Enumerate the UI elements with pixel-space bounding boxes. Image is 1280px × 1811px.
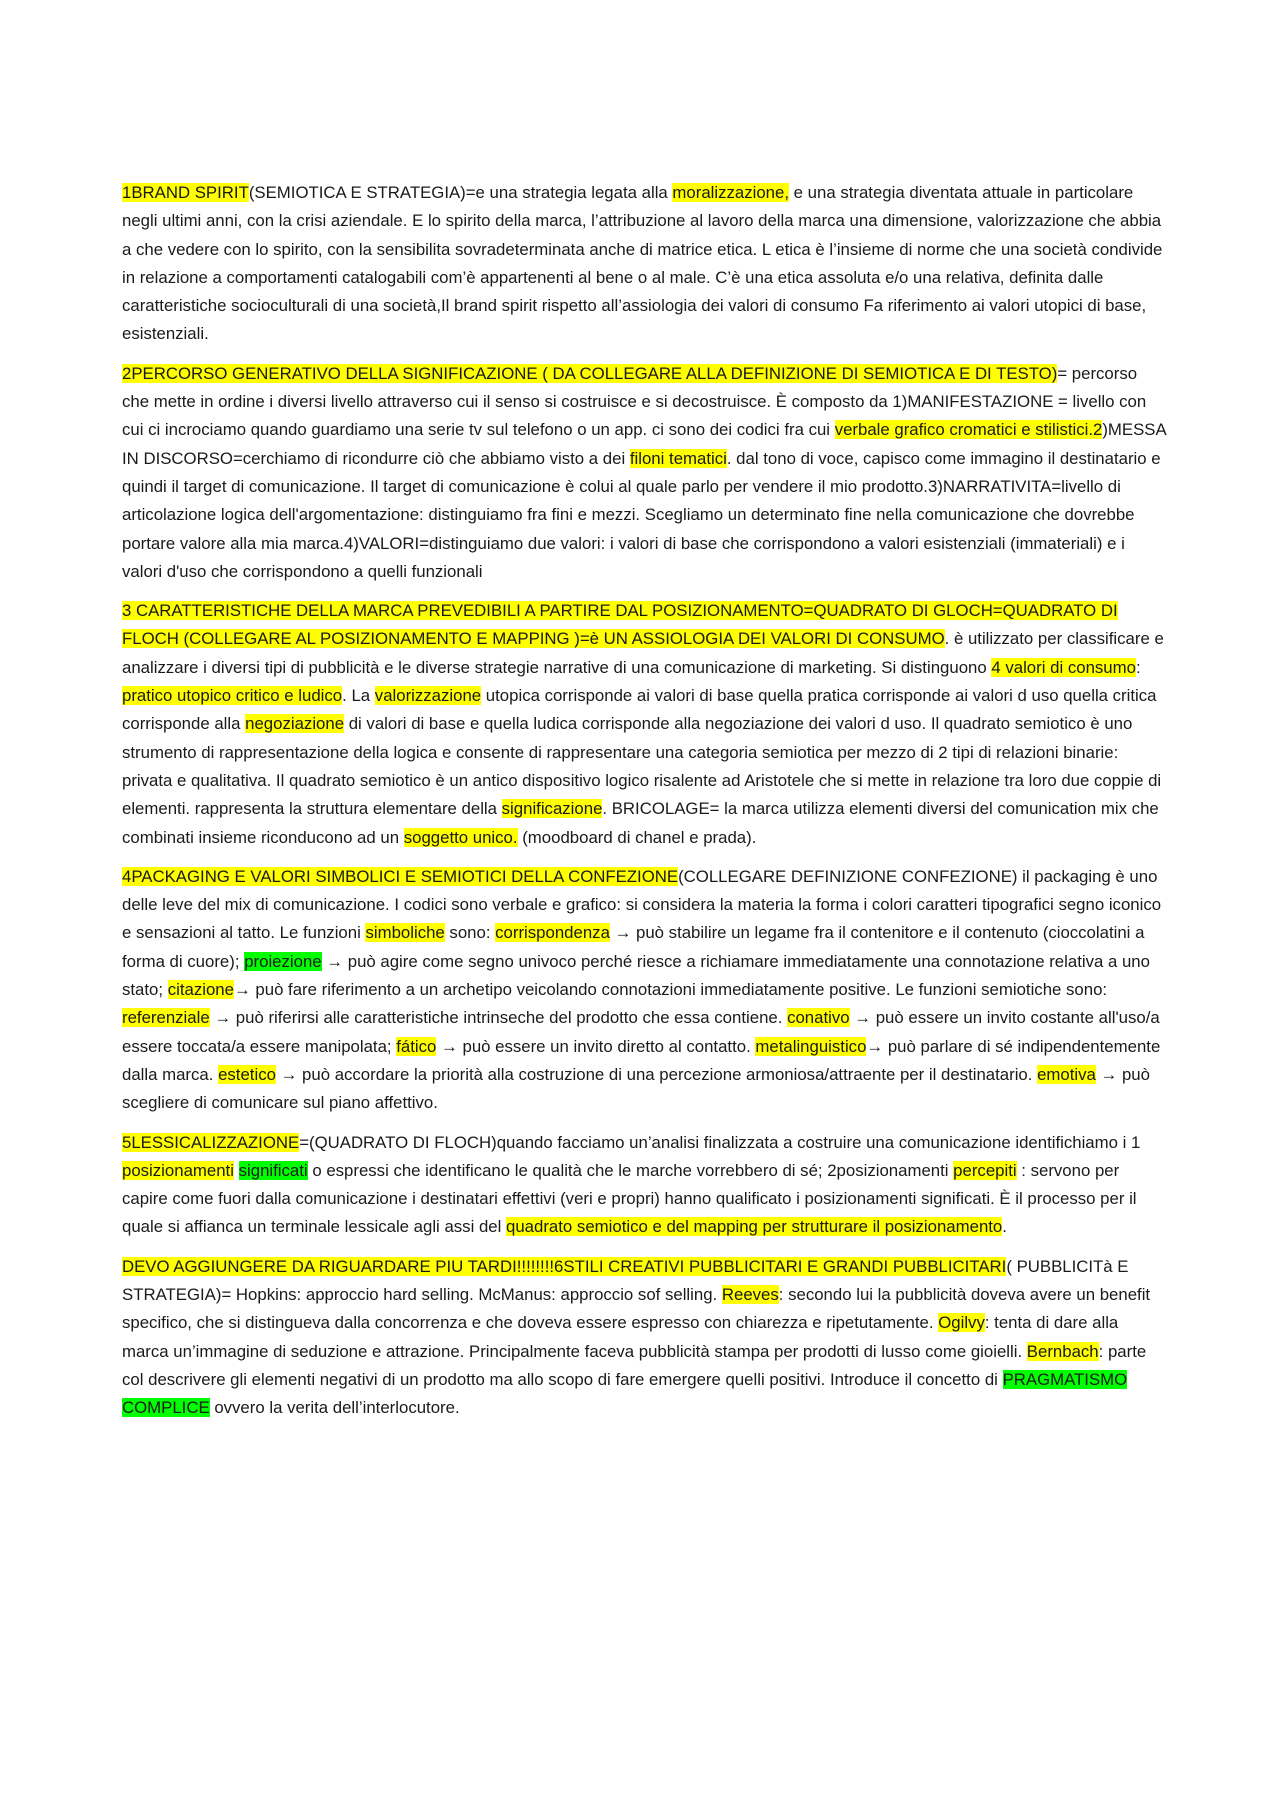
highlighted-text: moralizzazione,	[672, 183, 790, 202]
text-segment: → può scegliere di comunicare sul piano affettivo.	[122, 1064, 1150, 1113]
highlighted-text: emotiva	[1037, 1064, 1096, 1084]
highlighted-text: pratico utopico critico e ludico	[122, 686, 343, 706]
paragraph-quadrato-floch	[122, 597, 1168, 852]
text-segment: : secondo lui la pubblicità doveva avere un benefit specifico, che si distingueva dalla concorrenza e che doveva essere espresso con chiarezza e ripetutamente.	[122, 1284, 1151, 1333]
highlighted-text: verbale grafico cromatici e stilistici.2	[834, 420, 1103, 440]
highlighted-text: PRAGMATISMO COMPLICE	[122, 1369, 1128, 1418]
text-segment: ovvero la verita dell’interlocutore.	[209, 1398, 460, 1418]
paragraph-packaging	[122, 863, 1168, 1118]
highlighted-text: Bernbach	[1026, 1341, 1099, 1361]
text-segment: → può stabilire un legame fra il contenitore e il contenuto (cioccolatini a forma di cuore);	[122, 923, 1145, 971]
highlighted-text: significati	[238, 1160, 308, 1180]
text-segment: . dal tono di voce, capisco come immagino il destinatario e quindi il target di comunicazione. Il target di comunicazione è colui al quale parlo per vendere il mio prodotto.3)NARRATIVITA=livello di articolazione logica dell'argomentazione: distinguiamo fra fini e mezzi. Scegliamo un determinato fine nella comunicazione che dovrebbe portare valore alla mia marca.4)VALORI=distinguiamo due valori: i valori di base che corrispondono a valori esistenziali (immateriali) e i valori d'uso che corrispondono a quelli funzionali	[122, 448, 1161, 581]
text-segment: → può agire come segno univoco perché riesce a richiamare immediatamente una connotazione relativa a uno stato;	[122, 951, 1150, 1000]
highlighted-text: 2PERCORSO GENERATIVO DELLA SIGNIFICAZIONE ( DA COLLEGARE ALLA DEFINIZIONE DI SEMIOTICA E DI TESTO)	[122, 363, 1058, 383]
text-segment: sono:	[444, 923, 496, 943]
text-segment: : tenta di dare alla marca un’immagine di seduzione e attrazione. Principalmente faceva pubblicità stampa per prodotti di lusso come gioielli.	[122, 1313, 1119, 1361]
highlighted-text: DEVO AGGIUNGERE DA RIGUARDARE PIU TARDI!!!!!!!!6STILI CREATIVI PUBBLICITARI E GRANDI PUBBLICITARI	[122, 1256, 1007, 1276]
text-segment: )MESSA IN DISCORSO=cerchiamo di ricondurre ciò che abbiamo visto a dei	[122, 420, 1166, 468]
highlighted-text: 1BRAND SPIRIT	[122, 183, 249, 202]
text-segment: → può parlare di sé indipendentemente dalla marca.	[122, 1036, 1161, 1084]
highlighted-text: corrispondenza	[495, 923, 610, 943]
text-segment: (COLLEGARE DEFINIZIONE CONFEZIONE) il packaging è uno delle leve del mix di comunicazione. I codici sono verbale e grafico: si considera la materia la forma i colori caratteri tipografici segno iconico e sensazioni al tatto. Le funzioni	[122, 866, 1162, 943]
highlighted-text: filoni tematici	[629, 448, 727, 468]
text-segment: → può fare riferimento a un archetipo veicolando connotazioni immediatamente positive. Le funzioni semiotiche sono:	[233, 980, 1108, 1000]
text-segment: =(QUADRATO DI FLOCH)quando facciamo un’analisi finalizzata a costruire una comunicazione identifichiamo i 1	[299, 1132, 1141, 1152]
highlighted-text: posizionamenti	[122, 1160, 234, 1180]
highlighted-text: 3 CARATTERISTICHE DELLA MARCA PREVEDIBILI A PARTIRE DAL POSIZIONAMENTO=QUADRATO DI GLOCH=QUADRATO DI FLOCH (COLLEGARE AL POSIZIONAMENTO E MAPPING )=è UN ASSIOLOGIA DEI VALORI DI CONSUMO	[122, 601, 1118, 649]
paragraph-percorso-generativo	[122, 360, 1168, 586]
text-segment: di valori di base e quella ludica corrisponde alla negoziazione dei valori d uso. Il quadrato semiotico è uno strumento di rappresentazione della logica e consente di rappresentare una categoria semiotica per mezzo di 2 tipi di relazioni binarie: privata e qualitativa. Il quadrato semiotico è un antico dispositivo logico risalente ad Aristotele che si mette in relazione tra loro due coppie di elementi. rappresenta la struttura elementare della	[122, 714, 1162, 819]
text-segment: ( PUBBLICITà E STRATEGIA)= Hopkins: approccio hard selling. McManus: approccio sof selling.	[122, 1256, 1129, 1304]
highlighted-text: estetico	[218, 1064, 276, 1084]
text-segment: : parte col descrivere gli elementi negativi di un prodotto ma allo scopo di fare emergere quelli positivi. Introduce il concetto di	[122, 1341, 1147, 1389]
highlighted-text: soggetto unico.	[403, 827, 518, 847]
highlighted-text: simboliche	[365, 923, 445, 943]
text-segment: . BRICOLAGE= la marca utilizza elementi diversi del comunication mix che combinati insieme riconducono ad un	[122, 799, 1159, 847]
text-segment: . è utilizzato per classificare e analizzare i diversi tipi di pubblicità e le diverse strategie narrative di una comunicazione di marketing. Si distinguono	[122, 629, 1164, 677]
highlighted-text: metalinguistico	[755, 1036, 867, 1056]
text-segment: → può essere un invito diretto al contatto.	[436, 1036, 756, 1056]
text-segment: .	[1002, 1217, 1007, 1237]
text-segment: . La	[342, 686, 375, 706]
paragraph-brand-spirit	[122, 179, 1168, 349]
highlighted-text: 5LESSICALIZZAZIONE	[122, 1132, 300, 1152]
paragraph-lessicalizzazione	[122, 1129, 1168, 1242]
highlighted-text: referenziale	[122, 1008, 210, 1028]
highlighted-text: valorizzazione	[374, 686, 482, 706]
text-segment: o espressi che identificano le qualità che le marche vorrebbero di sé; 2posizionamenti	[307, 1160, 954, 1180]
text-segment	[234, 1161, 239, 1180]
highlighted-text: percepiti	[953, 1160, 1017, 1180]
text-segment: → può accordare la priorità alla costruzione di una percezione armoniosa/attraente per il destinatario.	[275, 1064, 1038, 1084]
highlighted-text: proiezione	[244, 951, 322, 971]
highlighted-text: 4 valori di consumo	[991, 657, 1136, 677]
highlighted-text: fático	[396, 1036, 437, 1056]
highlighted-text: negoziazione	[245, 714, 345, 734]
highlighted-text: Reeves	[721, 1284, 779, 1304]
text-segment: :	[1135, 657, 1141, 677]
text-segment: (moodboard di chanel e prada).	[517, 827, 757, 847]
highlighted-text: citazione	[167, 980, 234, 1000]
highlighted-text: conativo	[787, 1008, 850, 1028]
highlighted-text: 4PACKAGING E VALORI SIMBOLICI E SEMIOTICI DELLA CONFEZIONE	[122, 866, 679, 886]
paragraph-stili-creativi	[122, 1253, 1168, 1423]
text-segment: → può essere un invito costante all'uso/a essere toccata/a essere manipolata;	[122, 1008, 1160, 1056]
text-segment: → può riferirsi alle caratteristiche intrinseche del prodotto che essa contiene.	[209, 1008, 788, 1028]
text-segment: : servono per capire come fuori dalla comunicazione i destinatari effettivi (veri e propri) hanno qualificato i posizionamenti significati. È il processo per il quale si affianca un terminale lessicale agli assi del	[122, 1160, 1137, 1237]
highlighted-text: quadrato semiotico e del mapping per strutturare il posizionamento	[506, 1217, 1003, 1237]
text-segment: utopica corrisponde ai valori di base quella pratica corrisponde ai valori d uso quella critica corrisponde alla	[122, 686, 1157, 734]
highlighted-text: significazione	[501, 799, 603, 819]
text-segment: (SEMIOTICA E STRATEGIA)=e una strategia legata alla	[248, 183, 673, 202]
text-segment: e una strategia diventata attuale in particolare negli ultimi anni, con la crisi aziendale. E lo spirito della marca, l’attribuzione al lavoro della marca una dimensione, valorizzazione che abbia a che vedere con lo spirito, con la sensibilita sovradeterminata anche di matrice etica. L etica è l’insieme di norme che una società condivide in relazione a comportamenti catalogabili com’è appartenenti al bene o al male. C’è una etica assoluta e/o una relativa, definita dalle caratteristiche socioculturali di una società,Il brand spirit rispetto all’assiologia dei valori di consumo Fa riferimento ai valori utopici di base, esistenziali.	[122, 183, 1163, 344]
text-segment: = percorso che mette in ordine i diversi livello attraverso cui il senso si costruisce e si decostruisce. È composto da 1)MANIFESTAZIONE = livello con cui ci incrociamo quando guardiamo una serie tv sul telefono o un app. ci sono dei codici fra cui	[122, 363, 1147, 440]
document-page	[122, 179, 1168, 1433]
highlighted-text: Ogilvy	[938, 1313, 985, 1333]
